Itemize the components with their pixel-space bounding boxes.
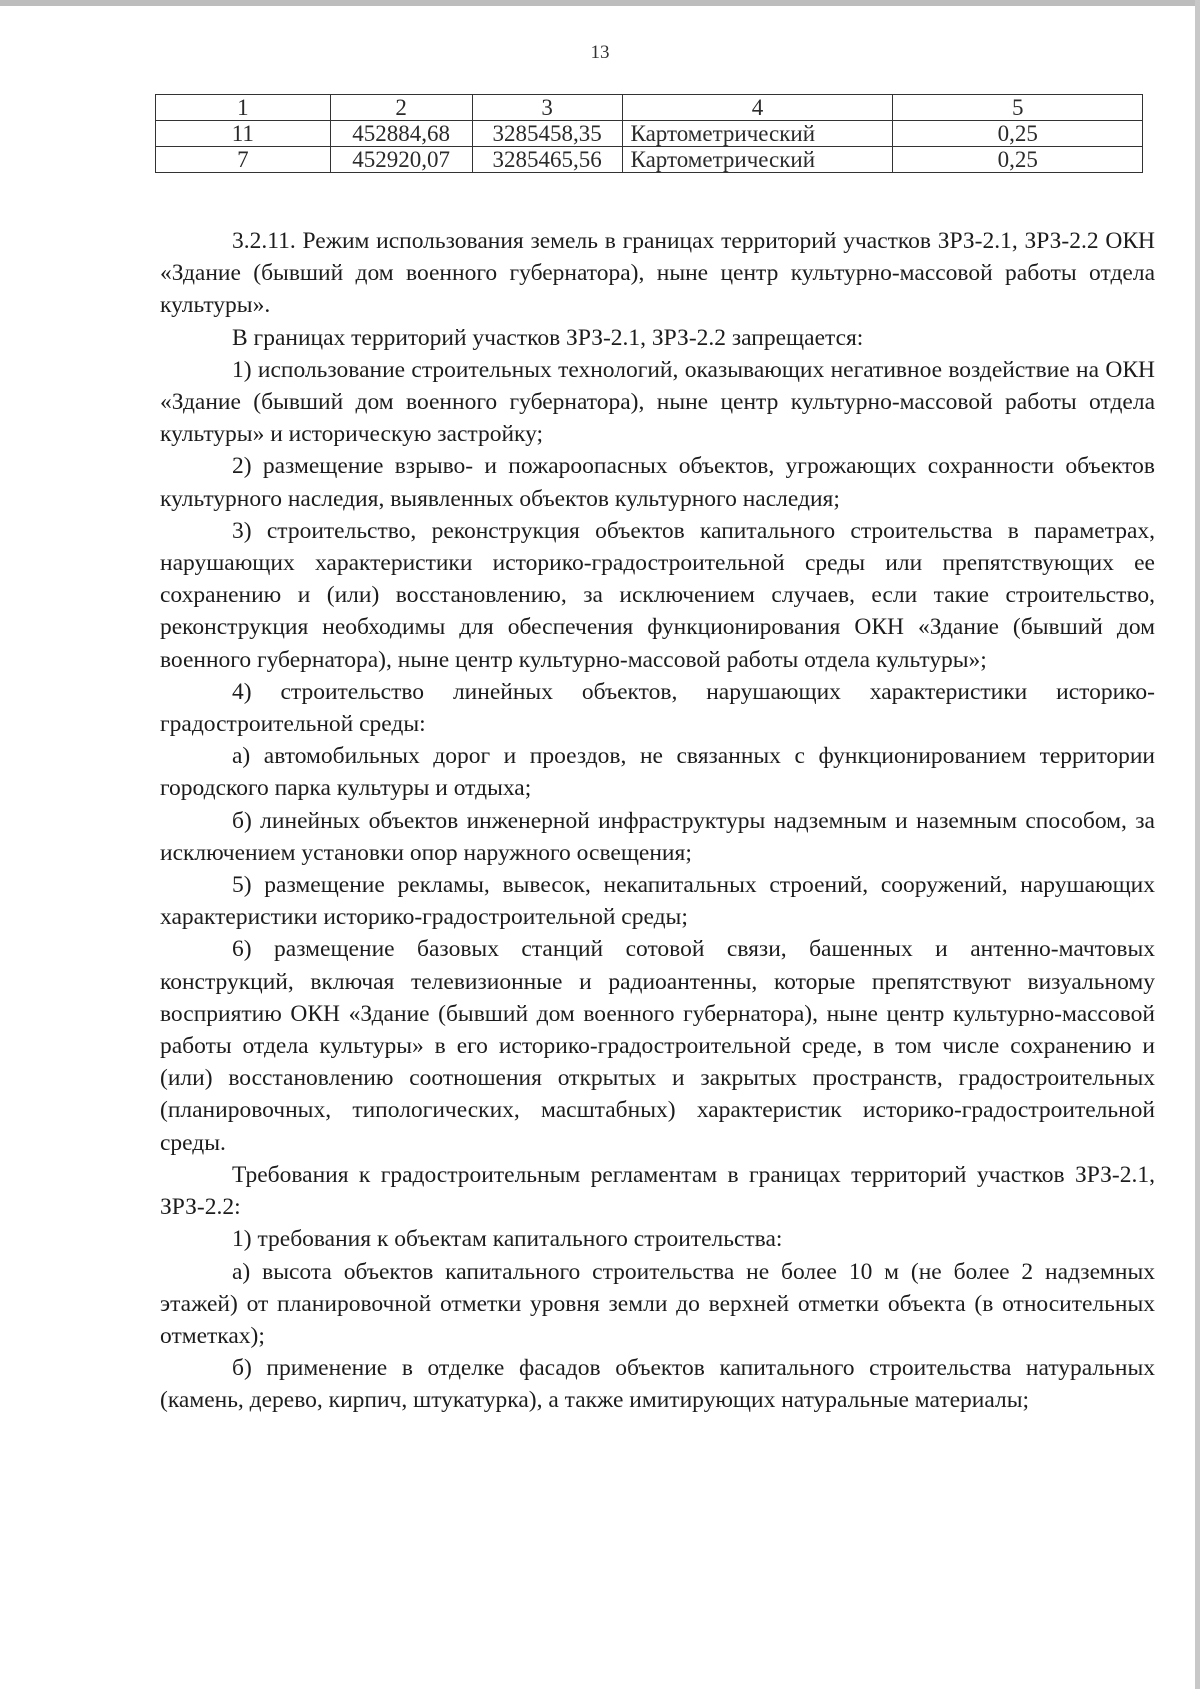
x-coordinate-cell: 452884,68: [330, 121, 472, 147]
table-row: [156, 147, 1143, 173]
coordinates-table: [155, 94, 1143, 173]
list-item: 3) строительство, реконструкция объектов капитального строительства в параметрах, нарушающих характеристики историко-градостроительной среды или препятствующих ее сохранению и (или) восстановлению, за исключением случаев, если такие строительство, реконструкция необходимы для обеспечения функционирования ОКН «Здание (бывший дом военного губернатора), ныне центр культурно-массовой работы отдела культуры»;: [160, 517, 1155, 673]
section-heading-paragraph: 3.2.11. Режим использования земель в границах территорий участков ЗРЗ-2.1, ЗРЗ-2.2 ОКН «Здание (бывший дом военного губернатора), ныне центр культурно-массовой работы отдела культуры».: [160, 228, 1155, 319]
table-header-cell: 5: [893, 95, 1143, 121]
point-number-cell: 7: [156, 147, 331, 173]
list-item: 6) размещение базовых станций сотовой связи, башенных и антенно-мачтовых конструкций, включая телевизионные и радиоантенны, которые препятствуют визуальному восприятию ОКН «Здание (бывший дом военного губернатора), ныне центр культурно-массовой работы отдела культуры» в его историко-градостроительной среде, в том числе сохранению и (или) восстановлению соотношения открытых и закрытых пространств, градостроительных (планировочных, типологических, масштабных) характеристик историко-градостроительной среды.: [160, 936, 1155, 1156]
sub-list-item: а) автомобильных дорог и проездов, не связанных с функционированием территории городского парка культуры и отдыха;: [160, 743, 1155, 802]
point-number-cell: 11: [156, 121, 331, 147]
sub-list-item: б) линейных объектов инженерной инфраструктуры надземным и наземным способом, за исключением установки опор наружного освещения;: [160, 807, 1155, 866]
list-item: 5) размещение рекламы, вывесок, некапитальных строений, сооружений, нарушающих характеристики историко-градостроительной среды;: [160, 872, 1155, 931]
table-header-cell: 3: [472, 95, 622, 121]
table-header-cell: 2: [330, 95, 472, 121]
requirements-intro: Требования к градостроительным регламентам в границах территорий участков ЗРЗ-2.1, ЗРЗ-2.2:: [160, 1161, 1155, 1221]
sub-list-item: б) применение в отделке фасадов объектов капитального строительства натуральных (камень, дерево, кирпич, штукатурка), а также имитирующих натуральные материалы;: [160, 1355, 1155, 1414]
page-number: 13: [590, 42, 610, 63]
table-header-row: [156, 95, 1143, 121]
scan-edge-right: [1195, 0, 1200, 1689]
list-item: 2) размещение взрыво- и пожароопасных объектов, угрожающих сохранности объектов культурного наследия, выявленных объектов культурного наследия;: [160, 453, 1155, 512]
method-cell: Картометрический: [622, 121, 893, 147]
list-item: 1) использование строительных технологий, оказывающих негативное воздействие на ОКН «Здание (бывший дом военного губернатора), ныне центр культурно-массовой работы отдела культуры» и историческую застройку;: [160, 356, 1155, 448]
table-header-cell: 4: [622, 95, 893, 121]
list-item: 1) требования к объектам капитального строительства:: [232, 1226, 783, 1253]
prohibitions-intro: В границах территорий участков ЗРЗ-2.1, ЗРЗ-2.2 запрещается:: [232, 324, 864, 351]
scan-edge-top: [0, 0, 1200, 6]
accuracy-cell: 0,25: [893, 121, 1143, 147]
table-row: [156, 121, 1143, 147]
y-coordinate-cell: 3285458,35: [472, 121, 622, 147]
document-body: [160, 225, 1155, 1417]
method-cell: Картометрический: [622, 147, 893, 173]
sub-list-item: а) высота объектов капитального строительства не более 10 м (не более 2 надземных этажей) от планировочной отметки уровня земли до верхней отметки объекта (в относительных отметках);: [160, 1258, 1155, 1349]
list-item: 4) строительство линейных объектов, нарушающих характеристики историко-градостроительной среды:: [160, 678, 1155, 738]
x-coordinate-cell: 452920,07: [330, 147, 472, 173]
accuracy-cell: 0,25: [893, 147, 1143, 173]
table-header-cell: 1: [156, 95, 331, 121]
y-coordinate-cell: 3285465,56: [472, 147, 622, 173]
